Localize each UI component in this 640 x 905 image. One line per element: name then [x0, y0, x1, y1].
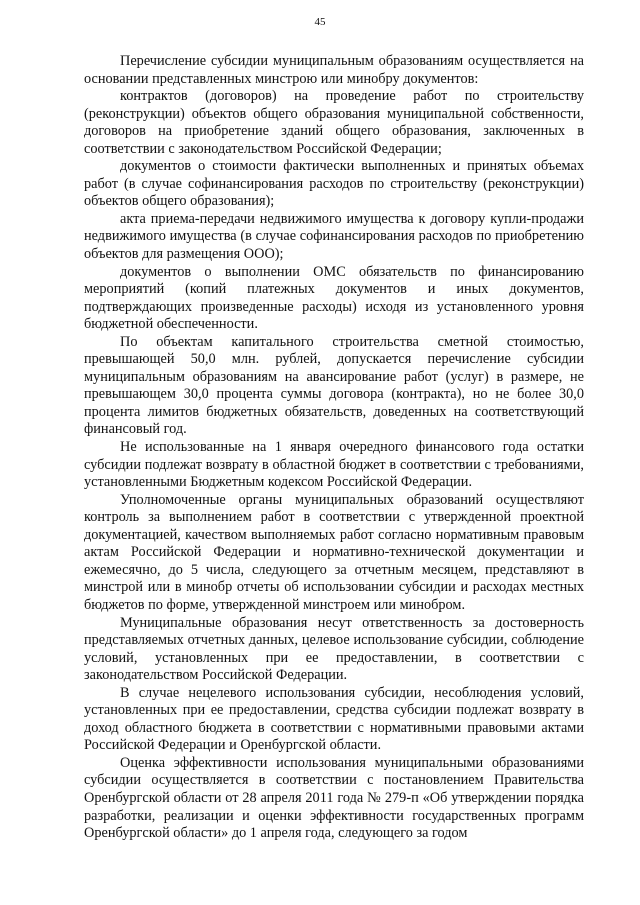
document-body [84, 53, 584, 843]
paragraph-control-reports: Уполномоченные органы муниципальных образований осуществляют контроль за выполнением работ в соответствии с утвержденной проектной документацией, качеством выполняемых работ согласно нормативным правовым актам Российской Федерации и нормативно-технической документации и ежемесячно, до 5 числа, следующего за отчетным месяцем, представляют в минстрой или в минобр отчеты об использовании субсидии и расходах местных бюджетов по форме, утвержденной минстроем или минобром. [84, 491, 584, 613]
paragraph-responsibility: Муниципальные образования несут ответственность за достоверность представляемых отчетных данных, целевое использование субсидии, соблюдение условий, установленных при ее предоставлении, в соответствии с законодательством Российской Федерации. [84, 614, 584, 684]
paragraph-cost-documents: документов о стоимости фактически выполненных и принятых объемах работ (в случае софинансирования расходов по строительству (реконструкции) объектов общего образования); [84, 158, 584, 210]
paragraph-acceptance-act: акта приема-передачи недвижимого имущества к договору купли-продажи недвижимого имущества (в случае софинансирования расходов по приобретению объектов для размещения ООО); [84, 210, 584, 263]
paragraph-transfer-basis: Перечисление субсидии муниципальным образованиям осуществляется на основании представленных минстрою или минобру документов: [84, 53, 584, 87]
paragraph-unused-balance: Не использованные на 1 января очередного финансового года остатки субсидии подлежат возврату в областной бюджет в соответствии с требованиями, установленными Бюджетным кодексом Российской Федерации. [84, 439, 584, 491]
page-number: 45 [314, 16, 326, 28]
paragraph-oms-obligations: документов о выполнении ОМС обязательств по финансированию мероприятий (копий платежных документов и иных документов, подтверждающих произведенные расходы) исходя из установленного уровня бюджетной обеспеченности. [84, 263, 584, 333]
paragraph-contracts: контрактов (договоров) на проведение работ по строительству (реконструкции) объектов общего образования муниципальной собственности, договоров на приобретение зданий общего образования, заключенных в соответствии с законодательством Российской Федерации; [84, 88, 584, 157]
paragraph-misuse-return: В случае нецелевого использования субсидии, несоблюдения условий, установленных при ее предоставлении, средства субсидии подлежат возврату в доход областного бюджета в соответствии с нормативными правовыми актами Российской Федерации и Оренбургской области. [84, 684, 584, 754]
paragraph-efficiency-evaluation: Оценка эффективности использования муниципальными образованиями субсидии осуществляется в соответствии с постановлением Правительства Оренбургской области от 28 апреля 2011 года № 279-п «Об утверждении порядка разработки, реализации и оценки эффективности государственных программ Оренбургской области» до 1 апреля года, следующего за годом [84, 754, 584, 842]
paragraph-advance-payment: По объектам капитального строительства сметной стоимостью, превышающей 50,0 млн. рублей, допускается перечисление субсидии муниципальным образованиям на авансирование работ (услуг) в размере, не превышающем 30,0 процента суммы договора (контракта), но не более 30,0 процента лимитов бюджетных обязательств, доведенных на соответствующий финансовый год. [84, 333, 584, 438]
